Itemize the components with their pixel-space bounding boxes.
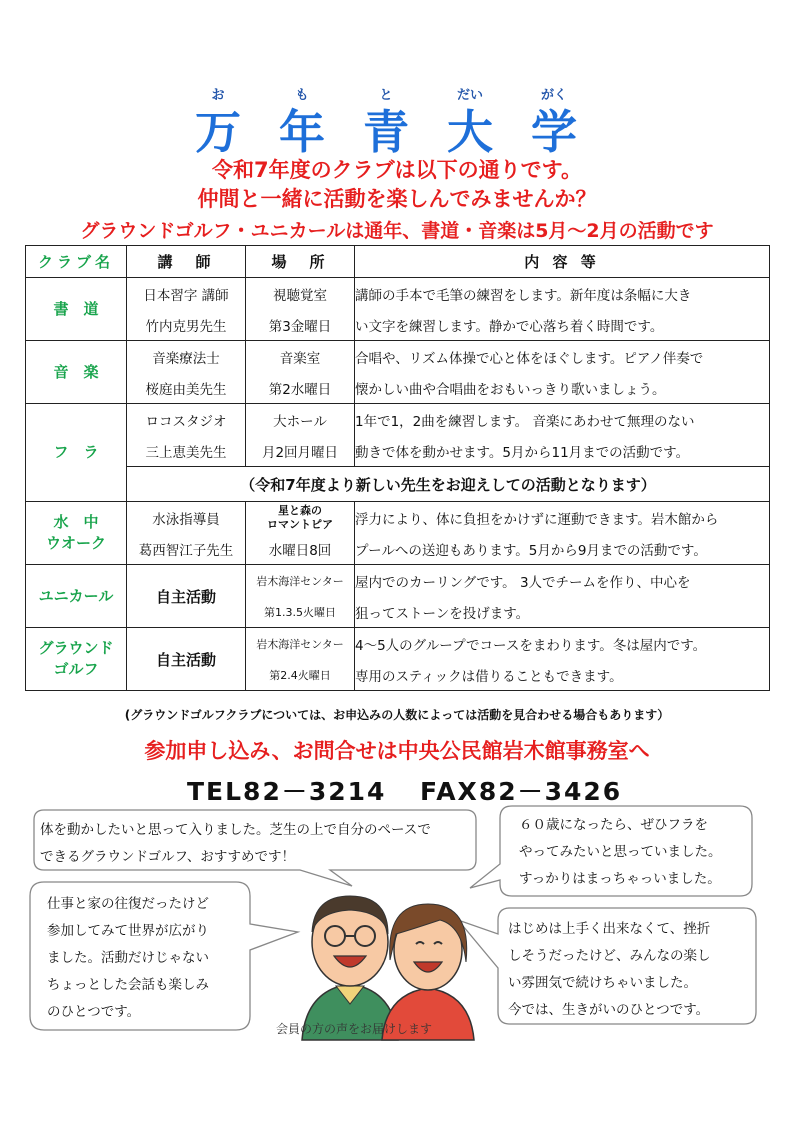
desc-line: プールへの送迎もあります。5月から9月までの活動です。 [355,533,770,565]
title-ruby-3: と [379,88,393,103]
page-title-char-3: 青 [363,105,409,159]
voice-line: はじめは上手く出来なくて、挫折 [508,921,711,937]
teacher-self: 自主活動 [127,628,246,691]
desc-line: 1年で1，2曲を練習します。 音楽にあわせて無理のない [355,404,770,436]
desc-line: い文字を練習します。静かで心落ち着く時間です。 [355,309,770,341]
place-line: 岩木海洋センター [246,565,355,597]
table-note: (グラウンドゴルフクラブについては、お申込みの人数によっては活動を見合わせる場合もあります） [124,708,670,722]
table-row [26,309,770,341]
place-line: 水曜日8回 [246,533,355,565]
place-line: 第3金曜日 [246,309,355,341]
desc-line: 講師の手本で毛筆の練習をします。新年度は条幅に大き [355,278,770,310]
title-ruby-2: も [295,88,309,103]
club-name-ground-golf [26,628,127,691]
voice-line: すっかりはまっちゃっいました。 [519,871,721,887]
page-title-char-4: 大 [447,105,493,159]
table-row [26,341,770,373]
title-ruby-1: お [211,88,225,103]
man-figure [302,896,398,1040]
table-row [26,628,770,660]
teacher-line: 竹内克男先生 [127,309,246,341]
header-content: 内 容 等 [355,246,770,278]
place-line: 第2水曜日 [246,372,355,404]
page-title-char-1: 万 [195,105,241,159]
voice-line: い雰囲気で続けちゃいました。 [508,975,697,991]
voice-line: やってみたいと思っていました。 [519,844,722,860]
club-name-water-walk [26,502,127,565]
table-header-row [26,246,770,278]
teacher-line: 日本習字 講師 [127,278,246,310]
club-name-unicurl: ユニカール [26,565,127,628]
place-line: 月2回月曜日 [246,435,355,467]
table-row [26,533,770,565]
desc-line: 合唱や、リズム体操で心と体をほぐします。ピアノ伴奏で [355,341,770,373]
tel-number: TEL82－3214 [187,777,387,806]
apply-heading: 参加申し込み、お問合せは中央公民館岩木館事務室へ [144,739,650,763]
desc-line: 狙ってストーンを投げます。 [355,596,770,628]
desc-line: 浮力により、体に負担をかけずに運動できます。岩木館から [355,502,770,534]
teacher-line: 音楽療法士 [127,341,246,373]
place-line: 第1.3.5火曜日 [246,596,355,628]
voice-4 [508,916,758,1024]
page-title-char-5: 学 [531,105,577,159]
title-ruby-5: がく [540,88,567,103]
teacher-self: 自主活動 [127,565,246,628]
teacher-line: 水泳指導員 [127,502,246,534]
table-row [26,372,770,404]
teacher-line: ロコスタジオ [127,404,246,436]
teacher-line: 葛西智江子先生 [127,533,246,565]
fax-number: FAX82－3426 [420,777,623,806]
club-name-hula: フ ラ [26,404,127,502]
voice-line: できるグラウンドゴルフ、おすすめです！ [40,849,296,865]
voice-3 [47,891,247,1026]
club-table [25,245,770,691]
desc-line: 4～5人のグループでコースをまわります。冬は屋内です。 [355,628,770,660]
place-line: 第2.4火曜日 [246,659,355,691]
voice-1 [40,817,480,871]
desc-line: 屋内でのカーリングです。 3人でチームを作り、中心を [355,565,770,597]
voices-caption: 会員の方の声をお届けします [276,1022,433,1036]
intro-line-3: グラウンドゴルフ・ユニカールは通年、書道・音楽は5月～2月の活動です [80,220,714,242]
club-name-line: 水 中 [53,513,99,531]
table-row [26,502,770,534]
table-row [26,404,770,436]
table-row [26,278,770,310]
hula-notice: （令和7年度より新しい先生をお迎えしての活動となります） [127,467,770,502]
voice-2 [513,812,759,893]
desc-line: 懐かしい曲や合唱曲をおもいっきり歌いましょう。 [355,372,770,404]
voice-line: のひとつです。 [47,1004,141,1020]
voice-line: 今では、生きがいのひとつです。 [508,1002,710,1018]
intro-line-1: 令和7年度のクラブは以下の通りです。 [212,158,582,182]
voice-line: 仕事と家の往復だったけど [47,896,209,912]
place-line: 岩木海洋センター [246,628,355,660]
voice-line: 体を動かしたいと思って入りました。芝生の上で自分のペースで [40,822,431,838]
voice-line: 参加してみて世界が広がり [47,923,209,939]
place-line: 視聴覚室 [246,278,355,310]
intro-line-2: 仲間と一緒に活動を楽しんでみませんか？ [197,187,597,211]
desc-line: 動きで体を動かせます。5月から11月までの活動です。 [355,435,770,467]
header-place: 場 所 [246,246,355,278]
desc-line: 専用のスティックは借りることもできます。 [355,659,770,691]
place-line [246,502,355,534]
place-sub-line: ロマントピア [267,517,333,531]
club-name-line: ウオーク [45,534,106,552]
club-name-ongaku: 音 楽 [26,341,127,404]
header-club-name: クラブ名 [26,246,127,278]
voice-line: ちょっとした会話も楽しみ [47,977,209,993]
table-row [26,435,770,467]
header-teacher: 講 師 [127,246,246,278]
place-sub-line: 星と森の [278,504,322,518]
page-title-char-2: 年 [279,105,325,159]
club-name-shodo: 書 道 [26,278,127,341]
table-row [26,565,770,597]
club-name-line: ゴルフ [53,660,99,678]
place-line: 音楽室 [246,341,355,373]
voice-line: しそうだったけど、みんなの楽し [508,948,711,964]
voice-line: ました。活動だけじゃない [47,950,209,966]
title-ruby-4: だい [456,88,483,103]
place-line: 大ホール [246,404,355,436]
voice-line: ６０歳になったら、ぜひフラを [519,817,708,833]
club-name-line: グラウンド [38,639,114,657]
table-row [26,467,770,502]
teacher-line: 三上恵美先生 [127,435,246,467]
teacher-line: 桜庭由美先生 [127,372,246,404]
